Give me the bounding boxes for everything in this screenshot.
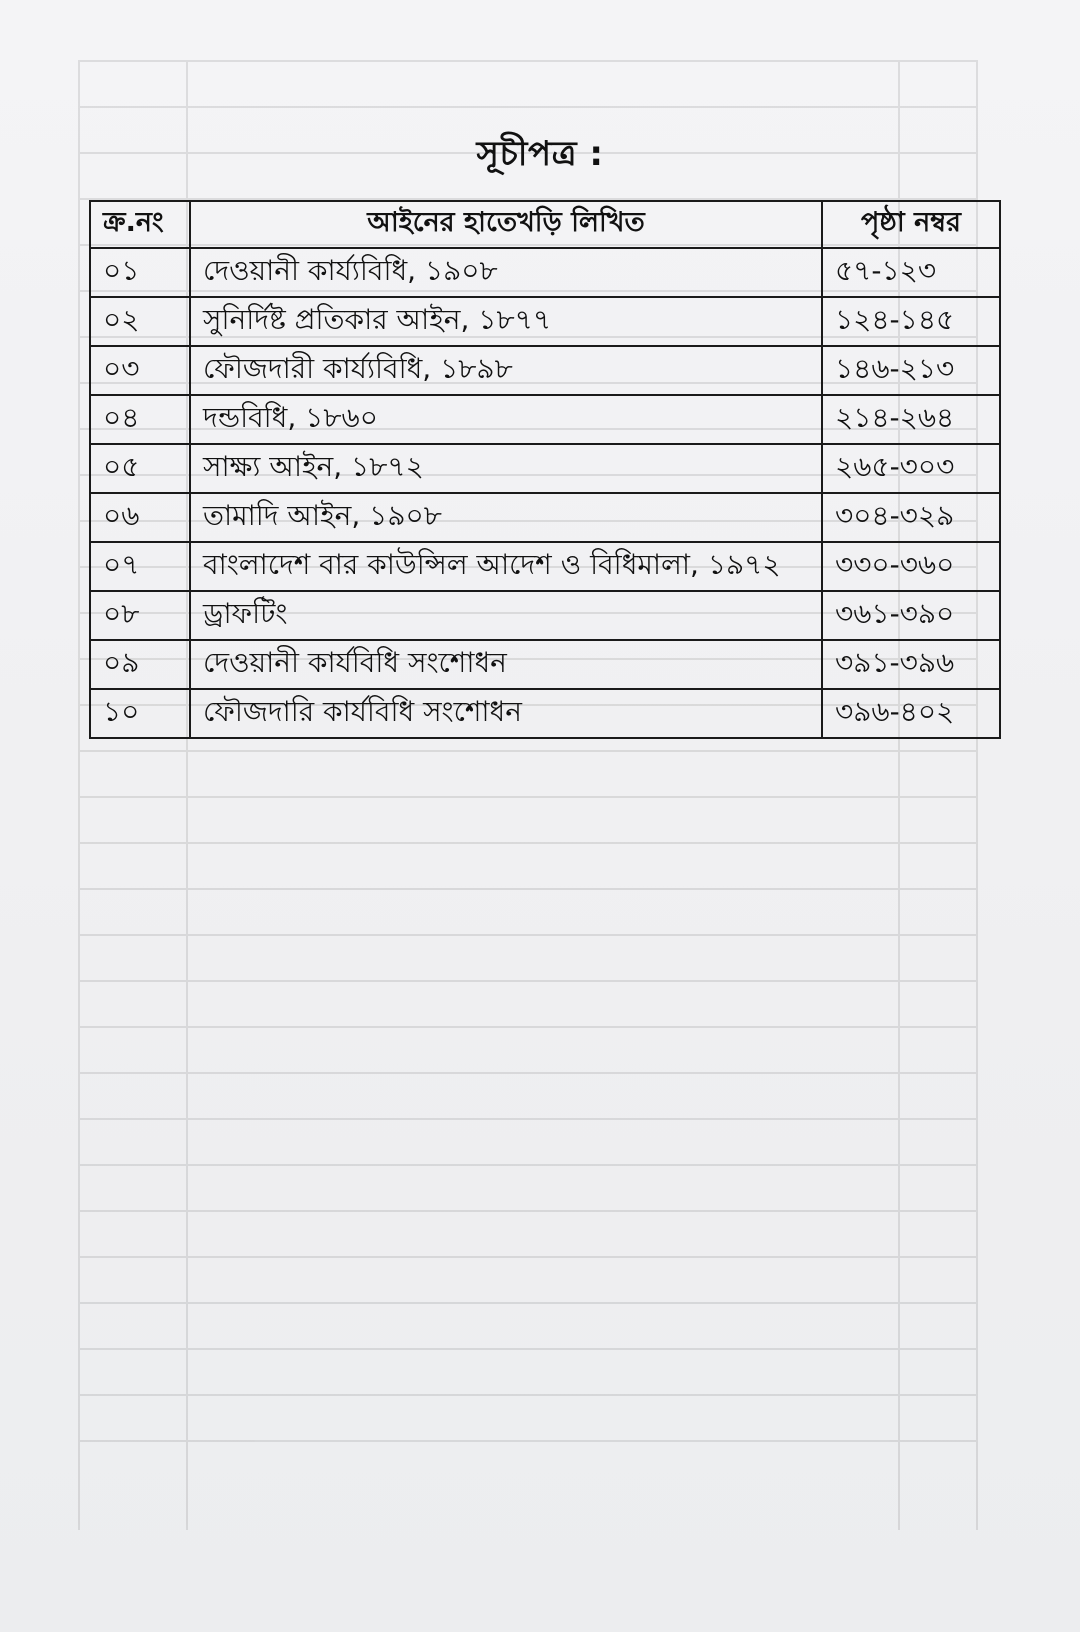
row-serial: ০৮ (90, 591, 190, 640)
row-title: ফৌজদারী কার্য্যবিধি, ১৮৯৮ (190, 346, 822, 395)
table-row (90, 689, 1000, 738)
row-pages: ২৬৫-৩০৩ (822, 444, 1000, 493)
table-of-contents (89, 200, 1001, 739)
table-header-row (90, 201, 1000, 248)
table-row (90, 346, 1000, 395)
column-header-page-number: পৃষ্ঠা নম্বর (822, 201, 1000, 248)
table-row (90, 542, 1000, 591)
row-title: ড্রাফটিং (190, 591, 822, 640)
column-header-serial: ক্র.নং (90, 201, 190, 248)
column-header-title: আইনের হাতেখড়ি লিখিত (190, 201, 822, 248)
row-serial: ০৪ (90, 395, 190, 444)
row-pages: ৫৭-১২৩ (822, 248, 1000, 297)
row-serial: ০৩ (90, 346, 190, 395)
table-row (90, 444, 1000, 493)
row-pages: ৩৩০-৩৬০ (822, 542, 1000, 591)
page-title: সূচীপত্র : (476, 134, 604, 174)
row-pages: ২১৪-২৬৪ (822, 395, 1000, 444)
row-pages: ৩৬১-৩৯০ (822, 591, 1000, 640)
row-pages: ১৪৬-২১৩ (822, 346, 1000, 395)
row-serial: ০৫ (90, 444, 190, 493)
row-serial: ১০ (90, 689, 190, 738)
row-title: সুনির্দিষ্ট প্রতিকার আইন, ১৮৭৭ (190, 297, 822, 346)
row-serial: ০৭ (90, 542, 190, 591)
row-serial: ০৯ (90, 640, 190, 689)
row-serial: ০৬ (90, 493, 190, 542)
row-serial: ০১ (90, 248, 190, 297)
row-pages: ১২৪-১৪৫ (822, 297, 1000, 346)
table-row (90, 395, 1000, 444)
row-title: তামাদি আইন, ১৯০৮ (190, 493, 822, 542)
row-title: ফৌজদারি কার্যবিধি সংশোধন (190, 689, 822, 738)
table-row (90, 493, 1000, 542)
table-row (90, 297, 1000, 346)
row-pages: ৩০৪-৩২৯ (822, 493, 1000, 542)
row-title: দন্ডবিধি, ১৮৬০ (190, 395, 822, 444)
row-title: বাংলাদেশ বার কাউন্সিল আদেশ ও বিধিমালা, ১৯৭২ (190, 542, 822, 591)
row-serial: ০২ (90, 297, 190, 346)
row-title: দেওয়ানী কার্যবিধি সংশোধন (190, 640, 822, 689)
table-row (90, 591, 1000, 640)
row-title: দেওয়ানী কার্য্যবিধি, ১৯০৮ (190, 248, 822, 297)
row-pages: ৩৯৬-৪০২ (822, 689, 1000, 738)
row-pages: ৩৯১-৩৯৬ (822, 640, 1000, 689)
row-title: সাক্ষ্য আইন, ১৮৭২ (190, 444, 822, 493)
table-row (90, 640, 1000, 689)
table-row (90, 248, 1000, 297)
